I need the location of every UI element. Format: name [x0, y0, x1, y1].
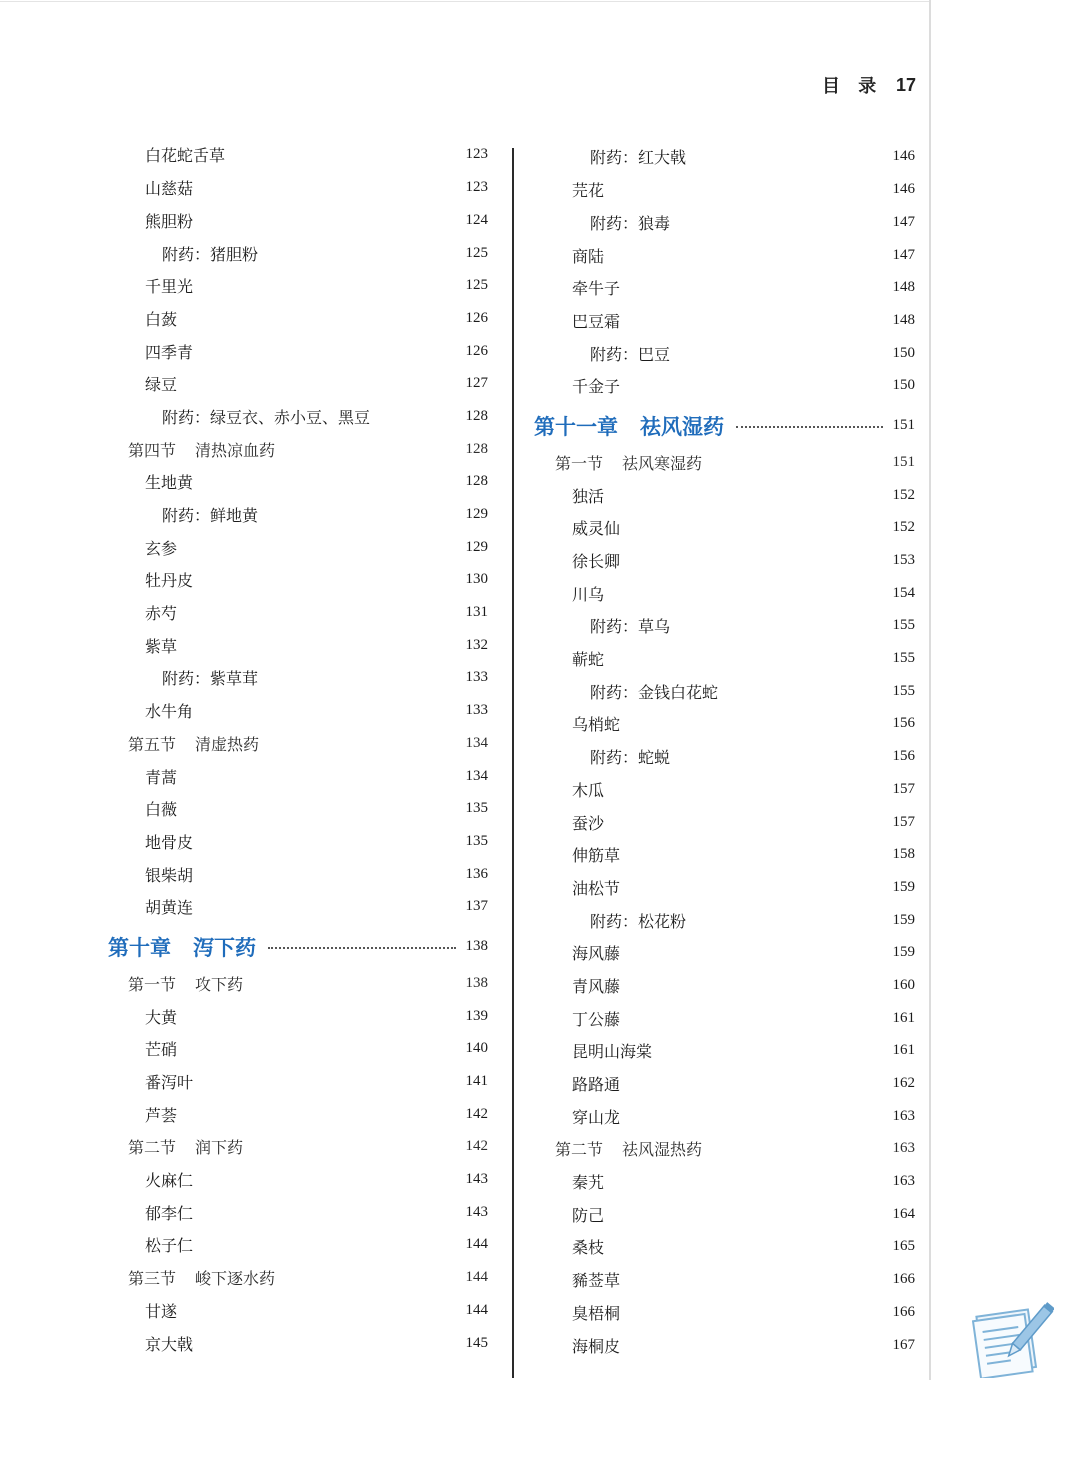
page-number: 147: [892, 213, 915, 230]
entry-title: 附药：猪胆粉: [162, 244, 259, 264]
page-number: 152: [892, 486, 915, 503]
entry-title: 海桐皮: [572, 1336, 621, 1356]
herb-entry: [528, 1296, 915, 1329]
herb-entry: [528, 1034, 915, 1067]
entry-title: 穿山龙: [572, 1107, 621, 1127]
page-number: 128: [465, 440, 488, 457]
entry-title: 水牛角: [145, 702, 194, 722]
entry-title: 白蔹: [145, 309, 178, 329]
page-number: 146: [892, 148, 915, 165]
herb-entry: [528, 871, 915, 904]
entry-title: 祛风湿药: [640, 413, 724, 439]
appendix-entry: [528, 675, 915, 708]
entry-title: 银柴胡: [145, 865, 194, 885]
entry-title: 甘遂: [145, 1301, 178, 1321]
appendix-entry: [528, 337, 915, 370]
appendix-entry: [528, 141, 915, 174]
appendix-entry: [100, 400, 488, 433]
entry-title: 蚕沙: [572, 813, 605, 833]
entry-title: 清热凉血药: [195, 440, 276, 460]
section-heading: [100, 1261, 488, 1294]
entry-title: 徐长卿: [572, 552, 621, 571]
entry-title: 泻下药: [193, 934, 256, 960]
entry-title: 附药：巴豆: [590, 344, 671, 364]
appendix-entry: [100, 237, 488, 270]
herb-entry: [528, 304, 915, 337]
herb-entry: [100, 1000, 488, 1033]
entry-number: 第十章: [108, 934, 171, 960]
herb-entry: [528, 1329, 915, 1362]
herb-entry: [100, 825, 488, 858]
entry-number: 第三节: [128, 1269, 177, 1289]
entry-number: 第五节: [128, 734, 177, 754]
leader-dots: [268, 947, 456, 949]
page-number: 140: [465, 1040, 488, 1057]
entry-number: 第一节: [128, 974, 177, 994]
herb-entry: [528, 511, 915, 544]
entry-number: 第四节: [128, 440, 177, 460]
herb-entry: [528, 1002, 915, 1035]
page-number: 155: [892, 682, 915, 699]
herb-entry: [528, 1198, 915, 1231]
page-number: 161: [892, 1009, 915, 1026]
entry-title: 大黄: [145, 1007, 178, 1027]
entry-title: 川乌: [572, 584, 605, 604]
entry-title: 白花蛇舌草: [145, 146, 226, 166]
herb-entry: [100, 792, 488, 825]
herb-entry: [100, 269, 488, 302]
herb-entry: [528, 271, 915, 304]
page-number: 135: [465, 800, 488, 817]
page-number: 125: [465, 277, 488, 294]
page-number: 159: [892, 878, 915, 895]
page-number: 134: [465, 767, 488, 784]
herb-entry: [528, 173, 915, 206]
page-top-edge: [0, 1, 930, 2]
herb-entry: [528, 544, 915, 577]
appendix-entry: [528, 740, 915, 773]
entry-title: 芫花: [572, 181, 605, 201]
entry-title: 郁李仁: [145, 1203, 194, 1223]
entry-title: 番泻叶: [145, 1073, 194, 1092]
herb-entry: [100, 1163, 488, 1196]
entry-title: 巴豆霜: [572, 311, 621, 331]
entry-title: 京大戟: [145, 1334, 194, 1354]
section-heading: [100, 967, 488, 1000]
page-number: 151: [892, 417, 915, 434]
entry-title: 附药：蛇蜕: [590, 748, 671, 768]
page-number: 145: [465, 1334, 488, 1351]
page-number: 131: [465, 604, 488, 621]
page-number: 130: [465, 571, 488, 588]
page-number: 133: [465, 702, 488, 719]
entry-title: 独活: [572, 486, 605, 506]
entry-title: 润下药: [195, 1138, 244, 1158]
page-number: 161: [892, 1042, 915, 1059]
running-header: [822, 72, 916, 98]
herb-entry: [100, 302, 488, 335]
section-heading: [528, 446, 915, 479]
appendix-entry: [528, 610, 915, 643]
herb-entry: [528, 936, 915, 969]
notepad-pencil-icon: [972, 1298, 1054, 1378]
herb-entry: [528, 239, 915, 272]
page-number: 135: [465, 832, 488, 849]
entry-title: 附药：金钱白花蛇: [590, 682, 719, 702]
entry-title: 商陆: [572, 246, 605, 266]
page-number: 159: [892, 944, 915, 961]
herb-entry: [100, 890, 488, 923]
page-number: 129: [465, 506, 488, 522]
herb-entry: [100, 564, 488, 597]
appendix-entry: [100, 662, 488, 695]
herb-entry: [100, 629, 488, 662]
page-number: 134: [465, 734, 488, 751]
entry-title: 牡丹皮: [145, 571, 194, 591]
page-number: 126: [465, 342, 488, 359]
section-heading: [528, 1133, 915, 1166]
herb-entry: [100, 367, 488, 400]
page-number: 159: [892, 911, 915, 928]
page-number: 164: [892, 1205, 915, 1222]
entry-title: 熊胆粉: [145, 211, 194, 231]
page-number: 153: [892, 552, 915, 568]
herb-entry: [100, 1065, 488, 1098]
entry-title: 附药：鲜地黄: [162, 506, 259, 525]
herb-entry: [100, 204, 488, 237]
entry-title: 绿豆: [145, 375, 178, 395]
header-title: 目 录: [822, 76, 883, 97]
page-number: 137: [465, 898, 488, 915]
section-heading: [100, 727, 488, 760]
page-number: 154: [892, 584, 915, 601]
page-number: 144: [465, 1269, 488, 1286]
page-number: 138: [465, 938, 488, 955]
entry-title: 白薇: [145, 800, 178, 820]
herb-entry: [528, 1263, 915, 1296]
leader-dots: [736, 426, 883, 428]
page-number: 148: [892, 311, 915, 328]
entry-title: 豨莶草: [572, 1271, 621, 1291]
page-number: 128: [465, 473, 488, 490]
chapter-heading: [100, 926, 488, 967]
page-number: 143: [465, 1203, 488, 1220]
page-number: 129: [465, 538, 488, 555]
entry-title: 祛风寒湿药: [622, 453, 703, 473]
section-heading: [100, 1131, 488, 1164]
herb-entry: [528, 838, 915, 871]
entry-title: 昆明山海棠: [572, 1042, 653, 1062]
entry-title: 牵牛子: [572, 279, 621, 299]
page-number: 123: [465, 179, 488, 196]
herb-entry: [528, 1165, 915, 1198]
entry-title: 四季青: [145, 342, 194, 362]
herb-entry: [528, 1231, 915, 1264]
herb-entry: [100, 596, 488, 629]
entry-title: 生地黄: [145, 473, 194, 493]
header-page-number: 17: [895, 74, 916, 95]
entry-title: 千里光: [145, 277, 194, 297]
herb-entry: [100, 465, 488, 498]
entry-number: 第十一章: [534, 413, 618, 439]
entry-title: 清虚热药: [195, 734, 260, 754]
herb-entry: [100, 1327, 488, 1360]
toc-right-column: [528, 141, 915, 1362]
page-number: 155: [892, 650, 915, 667]
entry-title: 附药：草乌: [590, 617, 671, 637]
entry-title: 青蒿: [145, 767, 178, 787]
page-number: 167: [892, 1336, 915, 1353]
entry-title: 火麻仁: [145, 1171, 194, 1191]
entry-title: 芒硝: [145, 1040, 178, 1060]
page-number: 142: [465, 1105, 488, 1122]
entry-title: 桑枝: [572, 1238, 605, 1258]
page-number: 123: [465, 146, 488, 163]
page-number: 163: [892, 1107, 915, 1124]
herb-entry: [528, 642, 915, 675]
entry-title: 蕲蛇: [572, 650, 605, 670]
herb-entry: [100, 531, 488, 564]
entry-title: 附药：紫草茸: [162, 669, 259, 689]
entry-number: 第二节: [555, 1140, 604, 1160]
page-number: 156: [892, 748, 915, 765]
entry-title: 木瓜: [572, 780, 605, 800]
page-number: 128: [465, 407, 488, 424]
page-number: 152: [892, 519, 915, 536]
page-number: 133: [465, 669, 488, 686]
page-number: 163: [892, 1140, 915, 1157]
entry-title: 海风藤: [572, 944, 621, 964]
herb-entry: [100, 139, 488, 172]
page-number: 136: [465, 865, 488, 882]
section-heading: [100, 433, 488, 466]
entry-title: 臭梧桐: [572, 1303, 621, 1323]
entry-title: 千金子: [572, 377, 621, 397]
herb-entry: [100, 1098, 488, 1131]
entry-number: 第二节: [128, 1138, 177, 1158]
entry-title: 玄参: [145, 538, 178, 558]
page-number: 147: [892, 246, 915, 263]
page-number: 150: [892, 344, 915, 361]
page-right-edge: [929, 0, 931, 1380]
page-number: 158: [892, 846, 915, 863]
herb-entry: [528, 369, 915, 402]
herb-entry: [100, 1229, 488, 1262]
page-number: 148: [892, 279, 915, 296]
entry-title: 地骨皮: [145, 832, 194, 852]
page-number: 166: [892, 1271, 915, 1288]
herb-entry: [528, 773, 915, 806]
page-number: 139: [465, 1007, 488, 1024]
page-number: 160: [892, 976, 915, 993]
page-number: 138: [465, 974, 488, 991]
herb-entry: [100, 858, 488, 891]
page-number: 146: [892, 181, 915, 198]
herb-entry: [100, 335, 488, 368]
herb-entry: [528, 969, 915, 1002]
entry-title: 松子仁: [145, 1236, 194, 1256]
entry-title: 秦艽: [572, 1173, 605, 1193]
page-number: 157: [892, 813, 915, 830]
entry-title: 山慈菇: [145, 179, 194, 199]
appendix-entry: [100, 498, 488, 531]
entry-title: 油松节: [572, 878, 621, 898]
herb-entry: [100, 760, 488, 793]
entry-title: 乌梢蛇: [572, 715, 621, 735]
page-number: 124: [465, 211, 488, 228]
entry-title: 芦荟: [145, 1105, 178, 1125]
page-number: 126: [465, 309, 488, 326]
herb-entry: [100, 171, 488, 204]
page-number: 127: [465, 375, 488, 392]
entry-title: 丁公藤: [572, 1009, 621, 1029]
herb-entry: [528, 806, 915, 839]
page-number: 165: [892, 1238, 915, 1255]
entry-title: 附药：松花粉: [590, 911, 687, 931]
herb-entry: [528, 479, 915, 512]
page-number: 142: [465, 1138, 488, 1155]
herb-entry: [528, 708, 915, 741]
toc-left-column: [100, 139, 488, 1360]
appendix-entry: [528, 206, 915, 239]
herb-entry: [100, 1032, 488, 1065]
page-number: 150: [892, 377, 915, 394]
herb-entry: [100, 1294, 488, 1327]
herb-entry: [100, 1196, 488, 1229]
entry-title: 青风藤: [572, 976, 621, 996]
herb-entry: [528, 1067, 915, 1100]
page-number: 166: [892, 1303, 915, 1320]
page-number: 163: [892, 1173, 915, 1190]
entry-title: 攻下药: [195, 974, 244, 994]
page-number: 151: [892, 453, 915, 470]
herb-entry: [528, 577, 915, 610]
entry-title: 防己: [572, 1205, 605, 1225]
entry-title: 附药：狼毒: [590, 213, 671, 233]
entry-title: 附药：绿豆衣、赤小豆、黑豆: [162, 407, 371, 427]
entry-number: 第一节: [555, 453, 604, 473]
entry-title: 路路通: [572, 1075, 621, 1094]
page-number: 141: [465, 1073, 488, 1089]
entry-title: 附药：红大戟: [590, 148, 687, 168]
page-number: 132: [465, 636, 488, 653]
column-divider: [512, 148, 514, 1378]
entry-title: 赤芍: [145, 604, 178, 624]
entry-title: 祛风湿热药: [622, 1140, 703, 1160]
entry-title: 伸筋草: [572, 846, 621, 866]
entry-title: 紫草: [145, 636, 178, 656]
herb-entry: [528, 1100, 915, 1133]
appendix-entry: [528, 904, 915, 937]
page-number: 125: [465, 244, 488, 261]
entry-title: 峻下逐水药: [195, 1269, 276, 1289]
page-number: 157: [892, 780, 915, 797]
herb-entry: [100, 694, 488, 727]
page-number: 144: [465, 1301, 488, 1318]
page-number: 143: [465, 1171, 488, 1188]
page-number: 162: [892, 1075, 915, 1091]
page-number: 144: [465, 1236, 488, 1253]
entry-title: 威灵仙: [572, 519, 621, 539]
entry-title: 胡黄连: [145, 898, 194, 918]
page-number: 156: [892, 715, 915, 732]
page-number: 155: [892, 617, 915, 634]
chapter-heading: [528, 405, 915, 446]
